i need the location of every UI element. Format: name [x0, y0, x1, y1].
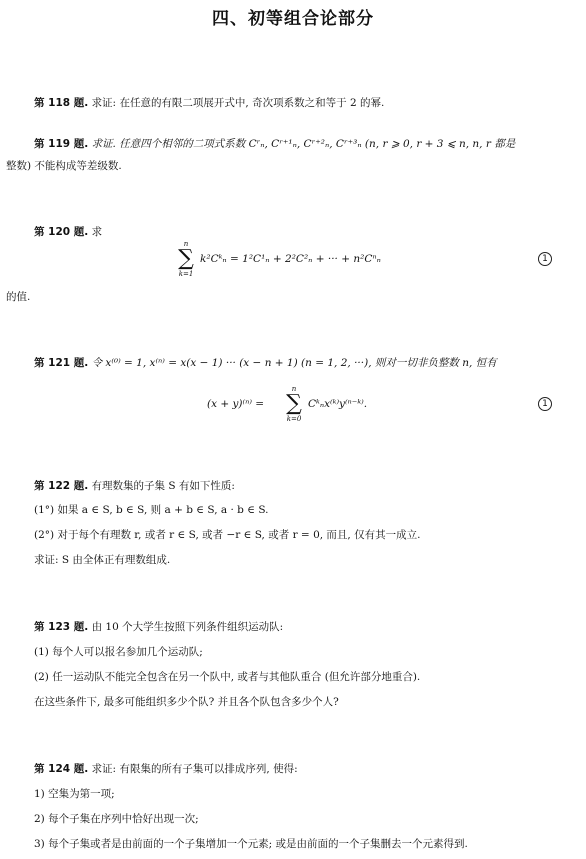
- problem-122-line3: (2°) 对于每个有理数 r, 或者 r ∈ S, 或者 −r ∈ S, 或者 r = 0, 而且, 仅有其一成立.: [34, 529, 421, 541]
- problem-122-line2: (1°) 如果 a ∈ S, b ∈ S, 则 a + b ∈ S, a · b ∈ S.: [34, 504, 269, 516]
- problem-121-equation-lhs: (x + y)⁽ⁿ⁾ =: [207, 398, 265, 410]
- problem-120-equation-number: 1: [538, 252, 552, 266]
- problem-123-label: 第 123 题.: [34, 621, 89, 633]
- sum-upper-limit: n: [183, 240, 189, 248]
- problem-124-label: 第 124 题.: [34, 763, 89, 775]
- problem-122-line1: 有理数集的子集 S 有如下性质:: [91, 480, 235, 492]
- problem-124-line2: 1) 空集为第一项;: [34, 788, 115, 800]
- problem-124-line3: 2) 每个子集在序列中恰好出现一次;: [34, 813, 199, 825]
- problem-122: [34, 479, 235, 493]
- problem-124: [34, 762, 298, 776]
- problem-118-text: 求证: 在任意的有限二项展开式中, 奇次项系数之和等于 2 的幂.: [91, 97, 385, 109]
- problem-120: [34, 225, 102, 239]
- sum-lower-limit: k=0: [286, 415, 302, 423]
- problem-119-label: 第 119 题.: [34, 138, 89, 150]
- problem-123-line4: 在这些条件下, 最多可能组织多少个队? 并且各个队包含多少个人?: [34, 696, 339, 708]
- problem-122-label: 第 122 题.: [34, 480, 89, 492]
- problem-121-equation-body: Cᵏₙx⁽ᵏ⁾y⁽ⁿ⁻ᵏ⁾.: [308, 398, 368, 410]
- sum-lower-limit: k=1: [178, 270, 194, 278]
- sigma-symbol: ∑: [286, 391, 302, 416]
- problem-124-line1: 求证: 有限集的所有子集可以排成序列, 使得:: [91, 763, 298, 775]
- problem-120-lead: 求: [91, 226, 103, 238]
- problem-121-equation-number: 1: [538, 397, 552, 411]
- problem-118: [34, 96, 384, 110]
- problem-118-label: 第 118 题.: [34, 97, 89, 109]
- problem-120-label: 第 120 题.: [34, 226, 89, 238]
- section-title: 四、初等组合论部分: [212, 9, 374, 29]
- problem-121: [34, 356, 497, 370]
- sigma-symbol: ∑: [178, 246, 194, 271]
- problem-123: [34, 620, 283, 634]
- problem-120-equation: k²Cᵏₙ = 1²C¹ₙ + 2²C²ₙ + ··· + n²Cⁿₙ: [200, 253, 381, 265]
- problem-121-label: 第 121 题.: [34, 357, 89, 369]
- problem-123-line1: 由 10 个大学生按照下列条件组织运动队:: [91, 621, 284, 633]
- problem-124-line4: 3) 每个子集或者是由前面的一个子集增加一个元素; 或是由前面的一个子集删去一个元素得到.: [34, 838, 468, 850]
- problem-119-line2: 整数) 不能构成等差级数.: [6, 160, 122, 172]
- sum-upper-limit: n: [291, 385, 297, 393]
- problem-119-line1: 求证. 任意四个相邻的二项式系数 Cʳₙ, Cʳ⁺¹ₙ, Cʳ⁺²ₙ, Cʳ⁺³ₙ (n, r ⩾ 0, r + 3 ⩽ n, n, r 都是: [91, 138, 516, 150]
- problem-122-line4: 求证: S 由全体正有理数组成.: [34, 554, 171, 566]
- problem-123-line2: (1) 每个人可以报名参加几个运动队;: [34, 646, 203, 658]
- problem-123-line3: (2) 任一运动队不能完全包含在另一个队中, 或者与其他队重合 (但允许部分地重合).: [34, 671, 421, 683]
- problem-120-tail: 的值.: [6, 291, 31, 303]
- problem-120-summation: [176, 240, 196, 278]
- problem-119: [34, 137, 515, 151]
- problem-121-summation: [284, 385, 304, 423]
- problem-121-line1: 令 x⁽⁰⁾ = 1, x⁽ⁿ⁾ = x(x − 1) ··· (x − n + 1) (n = 1, 2, ···), 则对一切非负整数 n, 恒有: [91, 357, 497, 369]
